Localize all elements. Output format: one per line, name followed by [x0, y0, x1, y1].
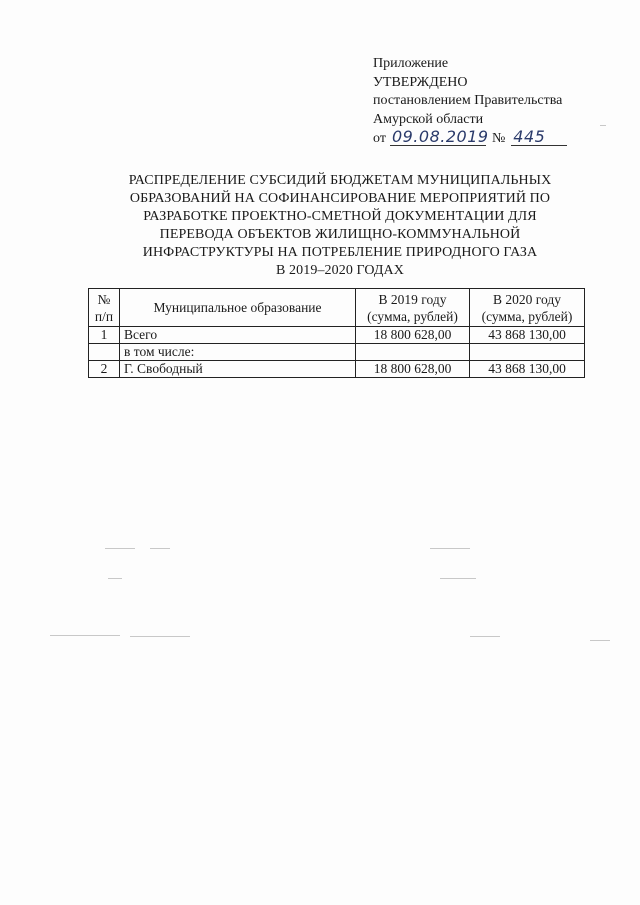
scan-artifact: [50, 635, 120, 636]
table-row: [89, 361, 585, 378]
cell-num: 1: [89, 327, 120, 344]
number-prefix: №: [491, 131, 506, 146]
cell-2020: 43 868 130,00: [470, 327, 585, 344]
cell-2019: 18 800 628,00: [356, 361, 470, 378]
header-2019: [356, 289, 470, 327]
scan-artifact: [150, 548, 170, 549]
header-2019-line2: (сумма, рублей): [367, 308, 458, 324]
scan-artifact: [430, 548, 470, 549]
scan-artifact: [108, 578, 122, 579]
scan-artifact: [105, 548, 135, 549]
title-line: В 2019–2020 ГОДАХ: [276, 263, 404, 278]
header-2020-line1: В 2020 году: [493, 291, 561, 307]
title-line: РАЗРАБОТКЕ ПРОЕКТНО-СМЕТНОЙ ДОКУМЕНТАЦИИ ДЛЯ: [143, 209, 537, 224]
scan-artifact: [600, 125, 606, 126]
title-line: РАСПРЕДЕЛЕНИЕ СУБСИДИЙ БЮДЖЕТАМ МУНИЦИПАЛЬНЫХ: [128, 173, 552, 188]
title-line: ПЕРЕВОДА ОБЪЕКТОВ ЖИЛИЩНО-КОММУНАЛЬНОЙ: [159, 227, 521, 242]
approval-date-number: [373, 129, 613, 149]
cell-name: Г. Свободный: [120, 361, 356, 378]
subsidy-table: [88, 288, 585, 378]
date-prefix: от: [373, 131, 386, 146]
header-municipality: Муниципальное образование: [120, 289, 356, 327]
cell-name: в том числе:: [120, 344, 356, 361]
handwritten-date: 09.08.2019: [391, 127, 489, 146]
approval-approved: УТВЕРЖДЕНО: [373, 74, 468, 90]
cell-num: [89, 344, 120, 361]
header-num-line1: №: [97, 291, 111, 307]
table-row: [89, 344, 585, 361]
header-2020-line2: (сумма, рублей): [481, 308, 573, 324]
cell-name: Всего: [120, 327, 356, 344]
handwritten-number: 445: [511, 129, 567, 146]
title-line: ИНФРАСТРУКТУРЫ НА ПОТРЕБЛЕНИЕ ПРИРОДНОГО ГАЗА: [142, 245, 538, 260]
scan-artifact: [440, 578, 476, 579]
approval-decree: постановлением Правительства: [373, 93, 563, 108]
header-num: [89, 289, 120, 327]
scan-artifact: [590, 640, 610, 641]
header-2020: [470, 289, 585, 327]
header-2019-line1: В 2019 году: [378, 291, 447, 307]
table-header-row: [89, 289, 585, 327]
cell-2020: 43 868 130,00: [470, 361, 585, 378]
approval-block: [373, 55, 613, 149]
scan-artifact: [470, 636, 500, 637]
approval-appendix: Приложение: [373, 56, 449, 71]
title-line: ОБРАЗОВАНИЙ НА СОФИНАНСИРОВАНИЕ МЕРОПРИЯТИЙ ПО: [129, 191, 551, 206]
scan-artifact: [130, 636, 190, 637]
approval-region: Амурской области: [373, 111, 484, 127]
table-row: [89, 327, 585, 344]
cell-num: 2: [89, 361, 120, 378]
document-title: [100, 172, 580, 280]
header-num-line2: п/п: [94, 308, 114, 324]
cell-2019: [356, 344, 470, 361]
cell-2019: 18 800 628,00: [356, 327, 470, 344]
cell-2020: [470, 344, 585, 361]
